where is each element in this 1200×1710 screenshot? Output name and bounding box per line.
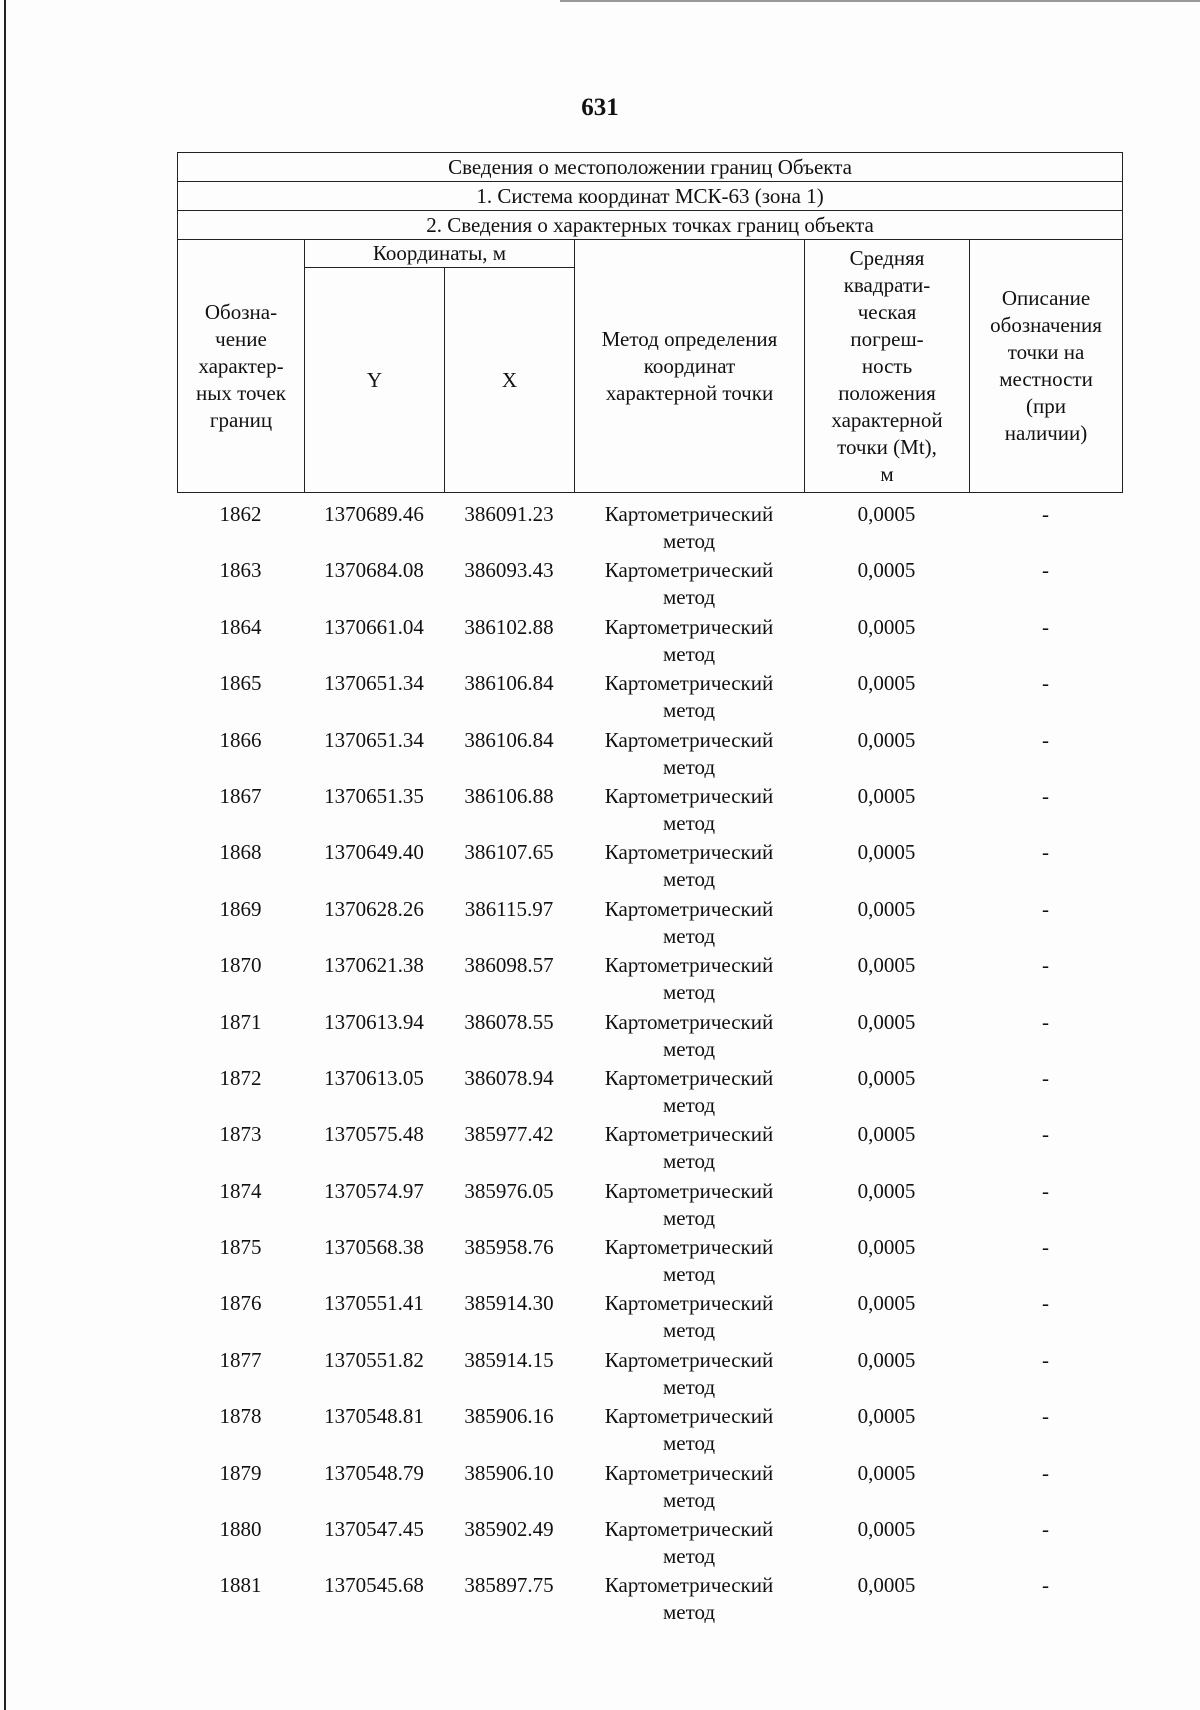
coord-x: 385897.75 bbox=[464, 1573, 554, 1598]
table-row bbox=[177, 1063, 1122, 1119]
coord-y: 1370621.38 bbox=[324, 953, 424, 978]
coord-x: 386098.57 bbox=[464, 953, 554, 978]
method: Картометрический метод bbox=[604, 1517, 774, 1569]
coord-x: 386091.23 bbox=[464, 502, 554, 526]
point-id: 1878 bbox=[219, 1404, 262, 1429]
table-row bbox=[177, 894, 1122, 950]
coord-y: 1370649.40 bbox=[324, 840, 424, 865]
method: Картометрический метод bbox=[604, 1009, 774, 1061]
table-row bbox=[177, 1401, 1122, 1457]
method: Картометрический метод bbox=[604, 1122, 774, 1174]
point-description: - bbox=[1042, 1404, 1049, 1429]
col-header-coordinates: Координаты, м bbox=[305, 240, 575, 268]
point-id: 1874 bbox=[219, 1178, 262, 1203]
col-header-x: X bbox=[445, 268, 575, 493]
coord-y: 1370545.68 bbox=[324, 1573, 424, 1598]
method: Картометрический метод bbox=[604, 1178, 774, 1230]
method: Картометрический метод bbox=[604, 896, 774, 948]
coord-x: 386115.97 bbox=[464, 896, 554, 921]
point-id: 1879 bbox=[219, 1460, 262, 1485]
coord-y: 1370547.45 bbox=[324, 1517, 424, 1542]
coord-x: 385902.49 bbox=[464, 1517, 554, 1542]
coord-y: 1370613.05 bbox=[324, 1065, 424, 1090]
coord-y: 1370684.08 bbox=[324, 558, 424, 583]
coord-x: 386078.55 bbox=[464, 1009, 554, 1034]
point-description: - bbox=[1042, 1347, 1049, 1372]
coord-y: 1370575.48 bbox=[324, 1122, 424, 1147]
coord-y: 1370651.34 bbox=[324, 671, 424, 696]
coord-y: 1370551.82 bbox=[324, 1347, 424, 1372]
method: Картометрический метод bbox=[604, 1460, 774, 1512]
table-row bbox=[177, 1345, 1122, 1401]
coord-y: 1370574.97 bbox=[324, 1178, 424, 1203]
table-row bbox=[177, 612, 1122, 668]
coord-y: 1370651.35 bbox=[324, 783, 424, 808]
coord-x: 386106.84 bbox=[464, 671, 554, 696]
boundary-table-header bbox=[177, 152, 1123, 493]
mean-square-error: 0,0005 bbox=[857, 1404, 916, 1429]
method: Картометрический метод bbox=[604, 671, 774, 723]
point-description: - bbox=[1042, 1122, 1049, 1147]
coordinate-system: 1. Система координат МСК-63 (зона 1) bbox=[178, 182, 1123, 211]
mean-square-error: 0,0005 bbox=[857, 1235, 916, 1260]
table-row bbox=[177, 1458, 1122, 1514]
coord-y: 1370568.38 bbox=[324, 1235, 424, 1260]
coord-x: 385906.16 bbox=[464, 1404, 554, 1429]
mean-square-error: 0,0005 bbox=[857, 953, 916, 978]
coord-y: 1370548.79 bbox=[324, 1460, 424, 1485]
boundary-points-list bbox=[177, 499, 1122, 1627]
point-description: - bbox=[1042, 1235, 1049, 1260]
mean-square-error: 0,0005 bbox=[857, 840, 916, 865]
point-id: 1872 bbox=[219, 1065, 262, 1090]
section-title: 2. Сведения о характерных точках границ объекта bbox=[178, 211, 1123, 240]
method: Картометрический метод bbox=[604, 1065, 774, 1117]
method: Картометрический метод bbox=[604, 1347, 774, 1399]
point-id: 1864 bbox=[219, 614, 262, 639]
method: Картометрический метод bbox=[604, 558, 774, 610]
point-description: - bbox=[1042, 558, 1049, 583]
mean-square-error: 0,0005 bbox=[857, 502, 916, 526]
coord-x: 385977.42 bbox=[464, 1122, 554, 1147]
mean-square-error: 0,0005 bbox=[857, 1178, 916, 1203]
mean-square-error: 0,0005 bbox=[857, 1291, 916, 1316]
mean-square-error: 0,0005 bbox=[857, 671, 916, 696]
coord-y: 1370661.04 bbox=[324, 614, 424, 639]
table-row bbox=[177, 1176, 1122, 1232]
table-row bbox=[177, 1288, 1122, 1344]
coord-y: 1370628.26 bbox=[324, 896, 424, 921]
page-number: 631 bbox=[581, 94, 619, 121]
table-row bbox=[177, 781, 1122, 837]
point-description: - bbox=[1042, 953, 1049, 978]
point-id: 1870 bbox=[219, 953, 262, 978]
point-description: - bbox=[1042, 671, 1049, 696]
table-row bbox=[177, 1514, 1122, 1570]
point-id: 1867 bbox=[219, 783, 262, 808]
col-header-point: Обозна- чение характер- ных точек границ bbox=[178, 240, 305, 493]
point-description: - bbox=[1042, 1517, 1049, 1542]
mean-square-error: 0,0005 bbox=[857, 727, 916, 752]
coord-x: 385976.05 bbox=[464, 1178, 554, 1203]
table-row bbox=[177, 950, 1122, 1006]
table-row bbox=[177, 1570, 1122, 1626]
coord-x: 386106.84 bbox=[464, 727, 554, 752]
mean-square-error: 0,0005 bbox=[857, 558, 916, 583]
point-description: - bbox=[1042, 1009, 1049, 1034]
coord-x: 385958.76 bbox=[464, 1235, 554, 1260]
point-description: - bbox=[1042, 1573, 1049, 1598]
col-header-y: Y bbox=[305, 268, 445, 493]
point-id: 1880 bbox=[219, 1517, 262, 1542]
point-description: - bbox=[1042, 1291, 1049, 1316]
table-row bbox=[177, 668, 1122, 724]
point-id: 1863 bbox=[219, 558, 262, 583]
coord-x: 386078.94 bbox=[464, 1065, 554, 1090]
col-header-description: Описание обозначения точки на местности (при наличии) bbox=[970, 240, 1123, 493]
mean-square-error: 0,0005 bbox=[857, 1573, 916, 1598]
method: Картометрический метод bbox=[604, 1235, 774, 1287]
mean-square-error: 0,0005 bbox=[857, 896, 916, 921]
method: Картометрический метод bbox=[604, 783, 774, 835]
table-row bbox=[177, 837, 1122, 893]
coord-x: 385914.30 bbox=[464, 1291, 554, 1316]
coord-x: 385914.15 bbox=[464, 1347, 554, 1372]
coord-y: 1370548.81 bbox=[324, 1404, 424, 1429]
table-title: Сведения о местоположении границ Объекта bbox=[178, 153, 1123, 182]
method: Картометрический метод bbox=[604, 1291, 774, 1343]
coord-x: 386093.43 bbox=[464, 558, 554, 583]
table-row bbox=[177, 1119, 1122, 1175]
table-row bbox=[177, 499, 1122, 555]
method: Картометрический метод bbox=[604, 840, 774, 892]
table-row bbox=[177, 555, 1122, 611]
point-id: 1866 bbox=[219, 727, 262, 752]
point-description: - bbox=[1042, 896, 1049, 921]
coord-x: 386102.88 bbox=[464, 614, 554, 639]
mean-square-error: 0,0005 bbox=[857, 1460, 916, 1485]
mean-square-error: 0,0005 bbox=[857, 1347, 916, 1372]
method: Картометрический метод bbox=[604, 953, 774, 1005]
point-id: 1862 bbox=[219, 502, 262, 526]
mean-square-error: 0,0005 bbox=[857, 1009, 916, 1034]
mean-square-error: 0,0005 bbox=[857, 1122, 916, 1147]
coord-y: 1370689.46 bbox=[324, 502, 424, 526]
method: Картометрический метод bbox=[604, 727, 774, 779]
coord-x: 385906.10 bbox=[464, 1460, 554, 1485]
mean-square-error: 0,0005 bbox=[857, 1517, 916, 1542]
table-row bbox=[177, 1007, 1122, 1063]
mean-square-error: 0,0005 bbox=[857, 783, 916, 808]
point-description: - bbox=[1042, 783, 1049, 808]
point-id: 1869 bbox=[219, 896, 262, 921]
point-description: - bbox=[1042, 614, 1049, 639]
point-description: - bbox=[1042, 840, 1049, 865]
coord-y: 1370613.94 bbox=[324, 1009, 424, 1034]
method: Картометрический метод bbox=[604, 1404, 774, 1456]
scan-artifact bbox=[560, 0, 1200, 2]
method: Картометрический метод bbox=[604, 614, 774, 666]
point-id: 1868 bbox=[219, 840, 262, 865]
coord-x: 386107.65 bbox=[464, 840, 554, 865]
table-row bbox=[177, 1232, 1122, 1288]
point-description: - bbox=[1042, 1460, 1049, 1485]
mean-square-error: 0,0005 bbox=[857, 1065, 916, 1090]
point-description: - bbox=[1042, 502, 1049, 526]
point-id: 1871 bbox=[219, 1009, 262, 1034]
point-id: 1876 bbox=[219, 1291, 262, 1316]
coord-x: 386106.88 bbox=[464, 783, 554, 808]
method: Картометрический метод bbox=[604, 1573, 774, 1625]
page-edge bbox=[4, 0, 6, 1710]
point-id: 1875 bbox=[219, 1235, 262, 1260]
point-description: - bbox=[1042, 1065, 1049, 1090]
coord-y: 1370651.34 bbox=[324, 727, 424, 752]
coord-y: 1370551.41 bbox=[324, 1291, 424, 1316]
point-id: 1873 bbox=[219, 1122, 262, 1147]
point-id: 1865 bbox=[219, 671, 262, 696]
point-id: 1877 bbox=[219, 1347, 262, 1372]
method: Картометрический метод bbox=[604, 502, 774, 553]
point-description: - bbox=[1042, 1178, 1049, 1203]
col-header-method: Метод определения координат характерной точки bbox=[575, 240, 805, 493]
mean-square-error: 0,0005 bbox=[857, 614, 916, 639]
point-id: 1881 bbox=[219, 1573, 262, 1598]
table-row bbox=[177, 725, 1122, 781]
col-header-error: Средняя квадрати- ческая погреш- ность положения характерной точки (Mt), м bbox=[805, 240, 970, 493]
point-description: - bbox=[1042, 727, 1049, 752]
